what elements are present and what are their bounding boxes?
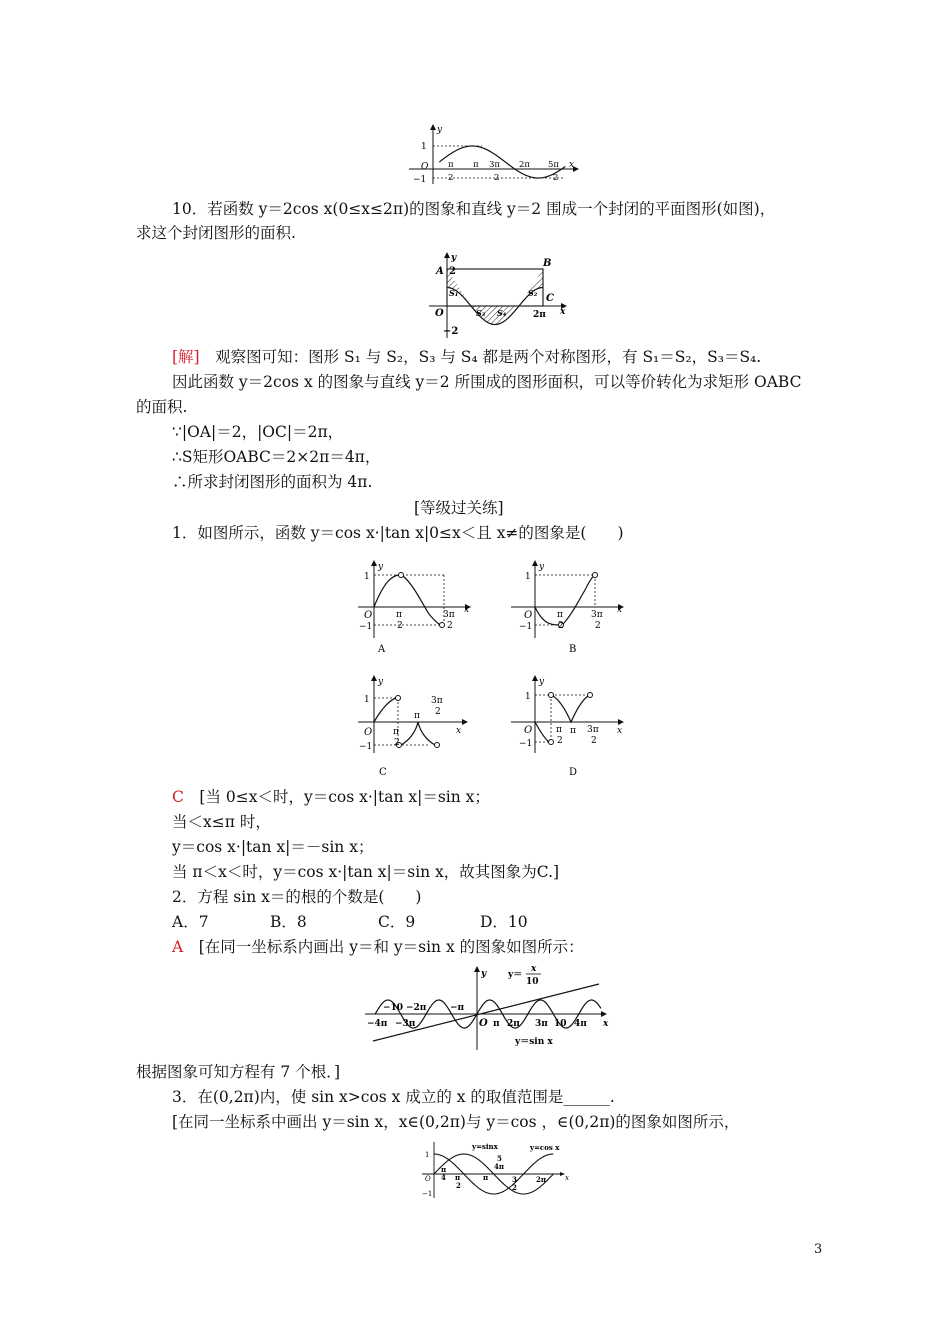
tick-one: 1 — [525, 692, 531, 702]
tick-pi: π — [483, 1173, 489, 1182]
tick-5pi4-den: 4π — [494, 1162, 504, 1171]
tick-2pi: 2π — [536, 1175, 546, 1184]
solution-tag: [解] — [172, 348, 200, 366]
a1-letter: C — [172, 788, 184, 806]
tick-neg-one: −1 — [422, 1190, 433, 1198]
origin-o: O — [435, 308, 444, 319]
tick-two-pi: 2π — [533, 310, 546, 320]
sin-label: y＝sin x — [515, 1037, 553, 1047]
tick-pi2-num: π — [455, 1173, 461, 1182]
tick-pi-half-num: π — [448, 160, 454, 170]
solution-text-1: 观察图可知：图形 S₁ 与 S₂，S₃ 与 S₄ 都是两个对称图形，有 S₁＝S₂，S₃＝S₄. — [215, 348, 762, 366]
q2-option-c: C．9 — [378, 913, 416, 931]
caption-c: C — [379, 767, 387, 778]
y-label: y — [481, 969, 487, 979]
origin: O — [364, 610, 373, 621]
origin: O — [364, 727, 373, 738]
q2-stem: 2．方程 sin x＝的根的个数是( ) — [172, 888, 422, 906]
tick-pi-half-bottom: 2 — [394, 738, 400, 748]
tick-pi: π — [570, 726, 576, 736]
a1-line-1 — [172, 786, 490, 808]
tick-pi-half-bottom: 2 — [558, 621, 564, 631]
tick-pi-half-top: π — [393, 727, 399, 737]
a2-line-1 — [172, 936, 584, 958]
tick-3pi-num: 3π — [489, 160, 500, 170]
a1-line-4: 当 π＜x＜时，y＝cos x·|tan x|＝sin x，故其图象为C.] — [172, 863, 560, 881]
tick-pi: π — [473, 160, 479, 170]
a1-text-1: [当 0≤x＜时，y＝cos x·|tan x|＝sin x； — [199, 788, 490, 806]
tick-3pi-bottom: 2 — [595, 621, 601, 631]
tick-pi2-den: 2 — [456, 1181, 461, 1190]
region-s1: S₁ — [449, 288, 459, 298]
figure-top-sine — [405, 122, 580, 188]
tick-neg-one: −1 — [359, 742, 373, 752]
point-c: C — [546, 293, 554, 304]
line-label: y＝ — [508, 970, 523, 980]
q1-graph-d — [505, 675, 630, 780]
y-label: y — [539, 562, 545, 572]
y-label: y — [451, 253, 457, 263]
q10-line-2: 求这个封闭图形的面积. — [136, 224, 296, 242]
q3-stem: 3．在(0,2π)内，使 sin x>cos x 成立的 x 的取值范围是______. — [172, 1088, 615, 1106]
solution-line-3: 的面积. — [136, 398, 188, 416]
region-s2: S₂ — [528, 288, 538, 298]
region-s4: S₄ — [497, 308, 507, 318]
figure-q2-sin-vs-line — [363, 962, 618, 1052]
q1-stem: 1．如图所示，函数 y＝cos x·|tan x|0≤x＜且 x≠的图象是( ) — [172, 524, 624, 542]
point-b: B — [543, 258, 552, 269]
x-label: x — [464, 605, 470, 615]
q1-graph-a — [352, 560, 477, 660]
section-title: [等级过关练] — [414, 499, 504, 517]
caption-d: D — [569, 767, 578, 778]
tick-one: 1 — [364, 572, 370, 582]
tick-3pi-top: 3π — [431, 696, 443, 706]
x-label: x — [617, 726, 623, 736]
tick-pi4-den: 4 — [441, 1173, 446, 1182]
y-label: y — [539, 677, 545, 687]
tick-neg-one: −1 — [519, 622, 533, 632]
tick-3pi-bottom: 2 — [591, 736, 597, 746]
tick-one: 1 — [364, 695, 370, 705]
a2-letter: A — [172, 938, 184, 956]
y-label: y — [378, 562, 384, 572]
tick-3pi-top: 3π — [587, 725, 599, 735]
q2-option-a: A．7 — [172, 913, 209, 931]
tick-5pi-den: 2 — [553, 173, 559, 183]
figure-q3-sin-cos — [420, 1140, 575, 1202]
x-label: x — [617, 605, 623, 615]
label-10: 10 — [554, 1019, 567, 1029]
x-label: x — [456, 726, 462, 736]
solution-line-1 — [172, 346, 761, 368]
x-label: x — [560, 307, 566, 317]
tick-2pi: 2π — [519, 160, 530, 170]
label-neg3pi: −3π — [395, 1019, 416, 1029]
x-label: x — [565, 1174, 569, 1182]
origin: O — [524, 725, 533, 736]
tick-neg-one: −1 — [519, 739, 533, 749]
tick-one: 1 — [421, 142, 427, 152]
tick-pi-half-bottom: 2 — [557, 736, 563, 746]
tick-pi-half-top: π — [396, 610, 402, 620]
tick-pi-half-top: π — [556, 725, 562, 735]
region-s3: S₃ — [476, 308, 486, 318]
label-pi: π — [493, 1019, 500, 1029]
x-axis-label: x — [569, 160, 575, 170]
solution-line-2: 因此函数 y＝2cos x 的图象与直线 y＝2 所围成的图形面积，可以等价转化为求矩形 OABC — [172, 373, 802, 391]
label-negpi: −π — [450, 1003, 465, 1013]
origin: O — [524, 610, 533, 621]
line-label-num: x — [531, 964, 537, 974]
tick-one: 1 — [425, 1151, 430, 1159]
tick-pi-half-den: 2 — [448, 173, 454, 183]
origin: O — [479, 1018, 488, 1029]
label-4pi: 4π — [574, 1019, 587, 1029]
tick-pi4-num: π — [441, 1165, 447, 1174]
q3-answer-line-1: [在同一坐标系中画出 y＝sin x，x∈(0,2π)与 y＝cos ，∈(0,2π)的图象如图所示， — [172, 1113, 740, 1131]
solution-line-6: ∴所求封闭图形的面积为 4π. — [172, 473, 373, 491]
tick-3pi-top: 3π — [591, 610, 603, 620]
label-2pi: 2π — [507, 1019, 520, 1029]
a2-text-1: [在同一坐标系内画出 y＝和 y＝sin x 的图象如图所示： — [198, 938, 584, 956]
a2-line-2: 根据图象可知方程有 7 个根．] — [136, 1063, 341, 1081]
tick-neg-one: −1 — [359, 622, 373, 632]
tick-3pi2-den: 2 — [512, 1183, 517, 1192]
q2-option-d: D．10 — [480, 913, 528, 931]
a1-line-3: y＝cos x·|tan x|＝－sin x； — [172, 838, 374, 856]
label-neg4pi: −4π — [367, 1019, 388, 1029]
q10-line-1: 10．若函数 y＝2cos x(0≤x≤2π)的图象和直线 y＝2 围成一个封闭的平面图形(如图)， — [172, 200, 776, 218]
solution-line-5: ∴S矩形OABC＝2×2π＝4π， — [172, 448, 381, 466]
tick-pi-half-top: π — [557, 610, 563, 620]
point-a: A — [436, 266, 444, 277]
figure-q10-area — [423, 250, 573, 342]
solution-line-4: ∵|OA|＝2，|OC|＝2π， — [172, 423, 344, 441]
origin-label: O — [421, 162, 429, 172]
tick-pi: π — [414, 711, 420, 721]
line-label-den: 10 — [526, 977, 539, 987]
tick-one: 1 — [525, 572, 531, 582]
label-neg10: −10 — [383, 1003, 404, 1013]
tick-5pi4-num: 5 — [497, 1154, 502, 1163]
y-label: y — [378, 677, 384, 687]
y-axis-label: y — [437, 125, 443, 135]
q2-option-b: B．8 — [270, 913, 307, 931]
tick-5pi-num: 5π — [548, 160, 559, 170]
caption-a: A — [378, 644, 386, 655]
label-3pi: 3π — [535, 1019, 548, 1029]
caption-b: B — [569, 644, 577, 655]
tick-3pi-den: 2 — [494, 173, 500, 183]
tick-3pi-bottom: 2 — [435, 707, 441, 717]
sin-label: y=sinx — [472, 1142, 498, 1151]
tick-3pi2-num: 3 — [512, 1175, 517, 1184]
tick-pi-half-bottom: 2 — [397, 621, 403, 631]
page-number: 3 — [814, 1242, 823, 1257]
q1-graph-c — [352, 675, 477, 780]
label-neg2pi: −2π — [406, 1003, 427, 1013]
tick-two: 2 — [449, 266, 456, 277]
x-label: x — [603, 1019, 609, 1029]
tick-3pi-bottom: 2 — [447, 621, 453, 631]
tick-3pi-top: 3π — [443, 610, 455, 620]
tick-neg-two: −2 — [443, 326, 459, 337]
a1-line-2: 当＜x≤π 时， — [172, 813, 271, 831]
tick-neg-one: −1 — [413, 175, 427, 185]
cos-label: y=cos x — [530, 1143, 560, 1152]
origin: O — [425, 1175, 431, 1183]
q1-graph-b — [505, 560, 630, 660]
